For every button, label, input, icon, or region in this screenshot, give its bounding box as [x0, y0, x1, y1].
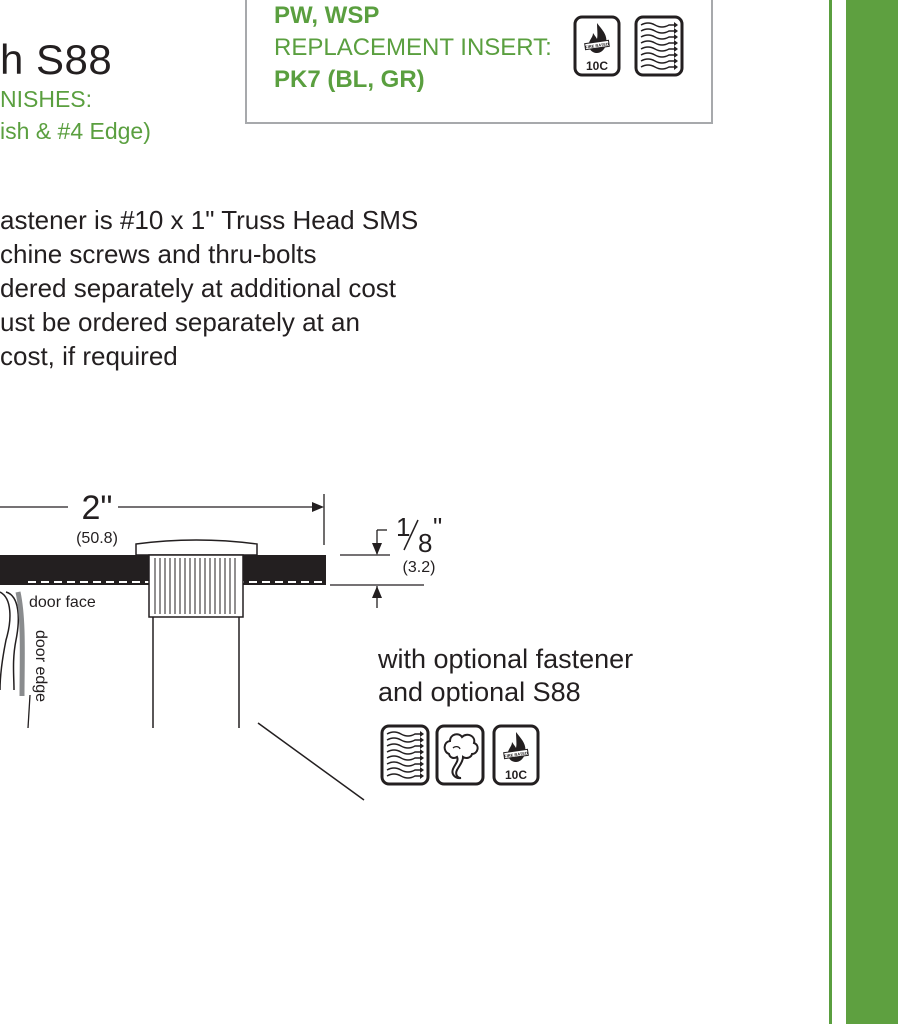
finishes-detail: ish & #4 Edge) — [0, 118, 151, 144]
note-line-1: astener is #10 x 1" Truss Head SMS — [0, 205, 419, 235]
width-dim-label: 2" — [81, 489, 113, 527]
push-cap — [136, 540, 257, 555]
caption-line-1: with optional fastener — [378, 644, 634, 674]
thickness-dim-frac: 8 — [418, 528, 433, 558]
sidebar-accent-bar — [846, 0, 898, 1024]
note-line-4: ust be ordered separately at an — [0, 307, 360, 337]
sidebar-accent-line — [829, 0, 832, 1024]
label-door-face: door face — [29, 594, 96, 611]
finishes-heading: NISHES: — [0, 86, 93, 112]
fire-rated-code: 10C — [585, 59, 609, 73]
sound-rated-icon — [634, 15, 684, 77]
replacement-insert-label: REPLACEMENT INSERT: — [274, 34, 552, 61]
note-line-3: dered separately at additional cost — [0, 273, 397, 303]
fire-rated-10c-icon — [492, 724, 540, 786]
thickness-arrow-bottom — [372, 586, 382, 598]
replacement-insert-value: PK7 (BL, GR) — [274, 66, 425, 93]
door-curve-inner — [6, 592, 18, 690]
door-edge-line — [28, 695, 30, 728]
sound-rated-icon — [380, 724, 430, 786]
width-dim-mm: (50.8) — [76, 530, 118, 547]
thickness-dim-inch: " — [433, 512, 443, 542]
finish-codes: PW, WSP — [274, 2, 380, 29]
note-line-5: cost, if required — [0, 341, 178, 371]
door-curve-outer — [0, 592, 10, 690]
door-edge-gray — [18, 592, 22, 696]
caption-line-2: and optional S88 — [378, 677, 581, 707]
thickness-dim-whole: 1 — [396, 512, 411, 542]
smoke-rated-icon — [435, 724, 485, 786]
product-title: h S88 — [0, 36, 113, 83]
knurled-insert — [149, 555, 243, 617]
fire-rated-small-label: FIRE RATED — [503, 750, 529, 759]
fire-rated-code: 10C — [504, 768, 528, 782]
fire-rated-small-label: FIRE RATED — [584, 41, 610, 50]
width-dim-arrow — [312, 502, 324, 512]
note-line-2: chine screws and thru-bolts — [0, 239, 317, 269]
label-door-edge: door edge — [32, 630, 49, 703]
thickness-arrow-top — [372, 543, 382, 555]
leader-line — [258, 723, 364, 800]
fire-rated-10c-icon — [573, 15, 621, 77]
thickness-dim-mm: (3.2) — [402, 559, 436, 576]
